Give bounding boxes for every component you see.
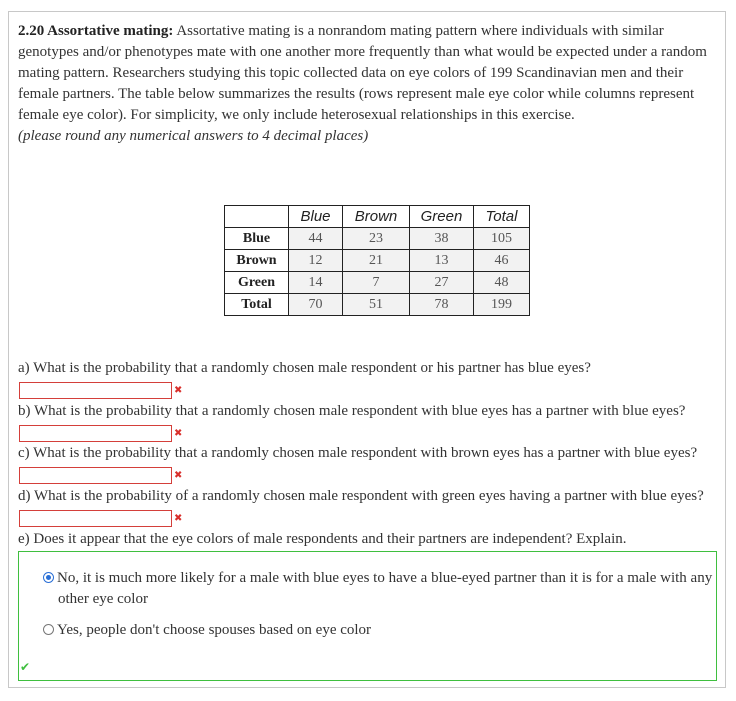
col-header-total: Total [474,206,530,228]
table-cell: 48 [474,272,530,294]
table-cell: 44 [289,228,343,250]
rounding-note: (please round any numerical answers to 4 decimal places) [18,128,369,144]
choice-option-yes[interactable] [43,620,371,641]
table-header-row [225,206,530,228]
table-cell: 12 [289,250,343,272]
table-cell: 7 [343,272,410,294]
table-cell: 199 [474,294,530,316]
table-row [225,294,530,316]
correct-check-icon: ✔ [20,660,31,674]
table-cell: 21 [343,250,410,272]
answer-b-input[interactable] [19,425,172,442]
question-b: b) What is the probability that a randomly chosen male respondent with blue eyes has a partner with blue eyes? [18,403,686,419]
choice-option-no-line2 [58,589,148,610]
row-header-total: Total [225,294,289,316]
table-row [225,228,530,250]
col-header-blue: Blue [289,206,343,228]
choice-option-no-text-2: other eye color [58,591,148,607]
question-a: a) What is the probability that a randomly chosen male respondent or his partner has blue eyes? [18,360,591,376]
row-header-green: Green [225,272,289,294]
wrong-mark-icon: ✖ [174,385,183,396]
problem-statement [18,21,718,147]
table-cell: 70 [289,294,343,316]
wrong-mark-icon: ✖ [174,470,183,481]
question-e: e) Does it appear that the eye colors of male respondents and their partners are independent? Explain. [18,531,627,547]
table-row [225,250,530,272]
answer-d-input[interactable] [19,510,172,527]
eye-color-table [224,205,530,316]
table-cell: 23 [343,228,410,250]
table-row [225,272,530,294]
question-d: d) What is the probability of a randomly chosen male respondent with green eyes having a partner with blue eyes? [18,488,704,504]
problem-body: Assortative mating is a nonrandom mating pattern where individuals with similar genotypes and/or phenotypes mate with one another more frequently than what would be expected under a random mating pattern. Researchers studying this topic collected data on eye colors of 199 Scandinavian men and their female partners. The table below summarizes the results (rows represent male eye color while columns represent female eye color). For simplicity, we only include heterosexual relationships in this exercise. [18,23,707,123]
row-header-blue: Blue [225,228,289,250]
choice-option-yes-text: Yes, people don't choose spouses based on eye color [57,622,372,638]
table-cell: 46 [474,250,530,272]
answer-a-input[interactable] [19,382,172,399]
table-cell: 13 [410,250,474,272]
table-cell: 38 [410,228,474,250]
wrong-mark-icon: ✖ [174,513,183,524]
col-header-green: Green [410,206,474,228]
radio-unselected-icon[interactable] [43,624,54,635]
table-cell: 105 [474,228,530,250]
table-cell: 14 [289,272,343,294]
row-header-brown: Brown [225,250,289,272]
choice-option-no[interactable] [43,568,718,589]
radio-selected-icon[interactable] [43,572,54,583]
choice-option-no-text-1: No, it is much more likely for a male with blue eyes to have a blue-eyed partner than it is for a male with any [57,570,713,586]
col-header-brown: Brown [343,206,410,228]
question-c: c) What is the probability that a randomly chosen male respondent with brown eyes has a partner with blue eyes? [18,445,698,461]
table-cell: 27 [410,272,474,294]
table-cell: 51 [343,294,410,316]
table-corner [225,206,289,228]
answer-c-input[interactable] [19,467,172,484]
problem-title: 2.20 Assortative mating: [18,23,174,39]
wrong-mark-icon: ✖ [174,428,183,439]
table-cell: 78 [410,294,474,316]
